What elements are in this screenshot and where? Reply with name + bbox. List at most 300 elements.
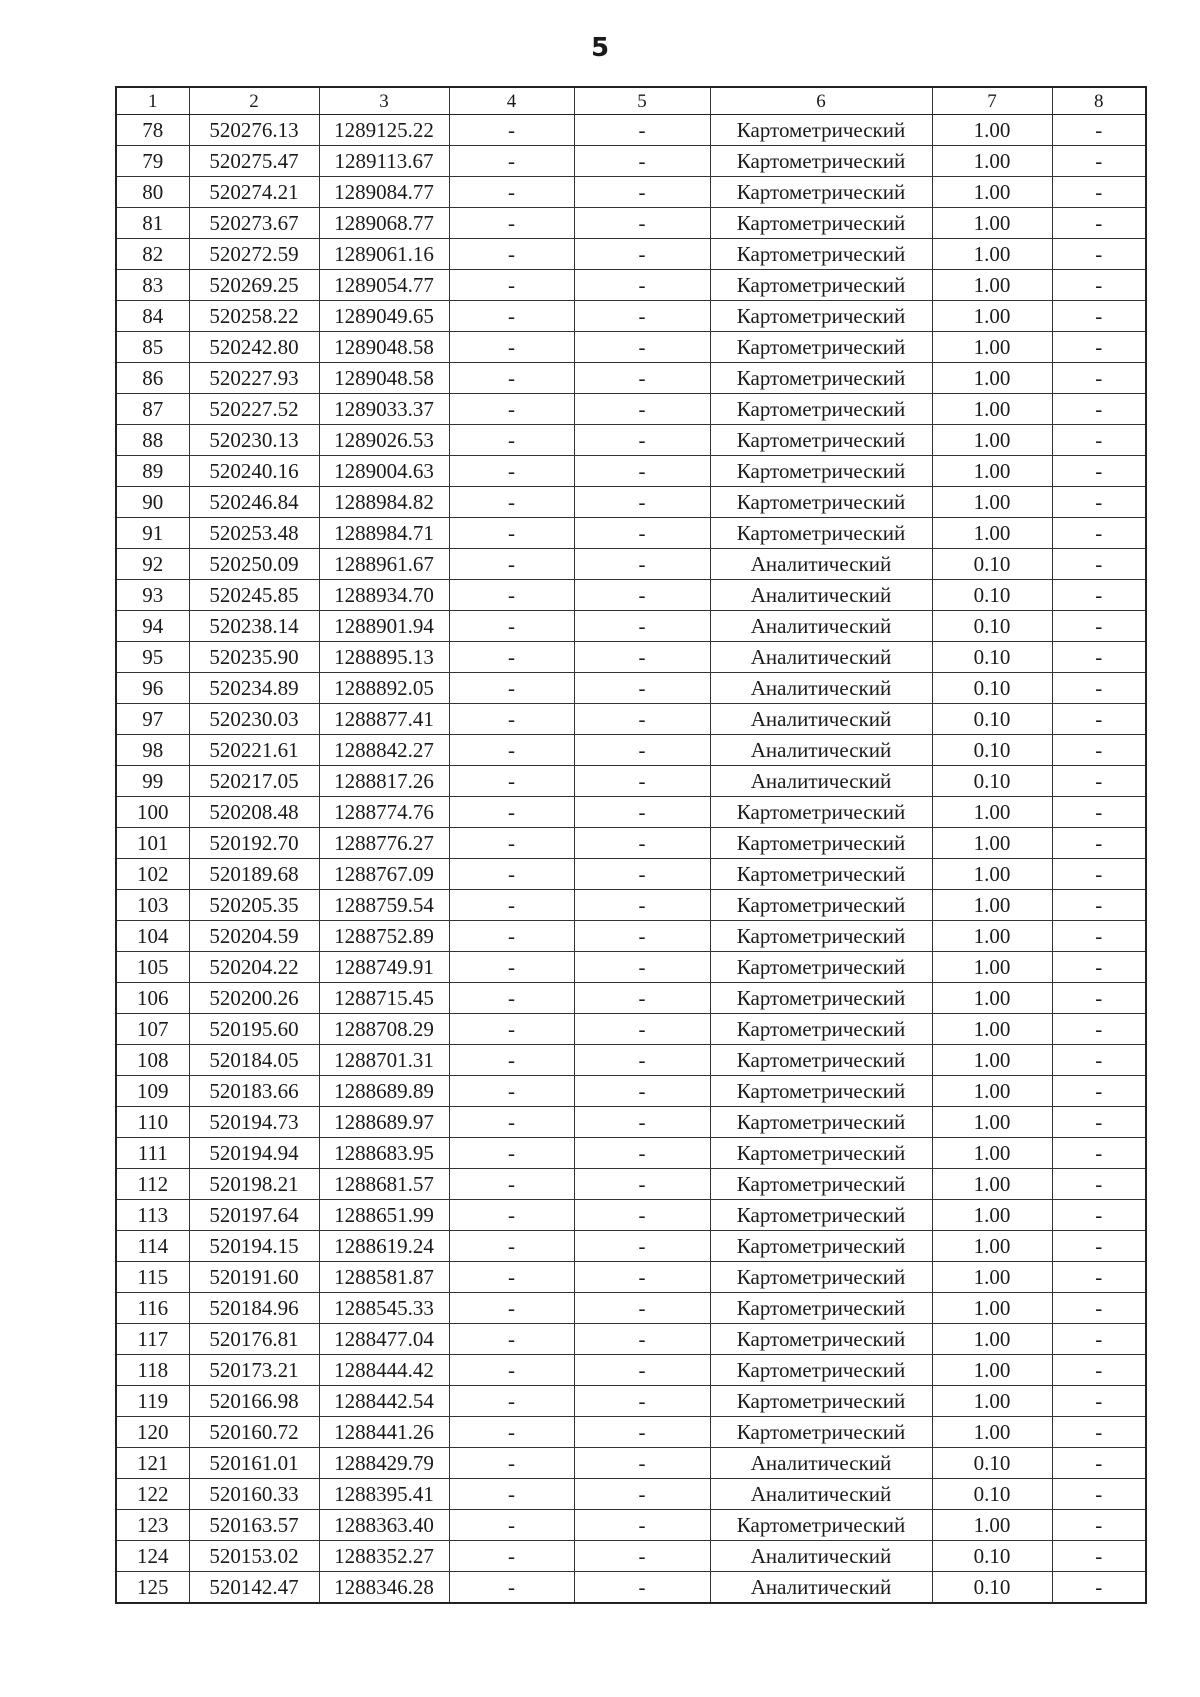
y-coordinate-cell: 1288683.95 — [319, 1138, 449, 1169]
y-coordinate-cell: 1288619.24 — [319, 1231, 449, 1262]
method-cell: Картометрический — [710, 425, 932, 456]
column-header-8: 8 — [1052, 87, 1146, 115]
column-5-cell: - — [574, 301, 710, 332]
point-number-cell: 120 — [116, 1417, 189, 1448]
point-number-cell: 101 — [116, 828, 189, 859]
column-8-cell: - — [1052, 456, 1146, 487]
column-5-cell: - — [574, 1045, 710, 1076]
column-4-cell: - — [449, 270, 574, 301]
table-row — [116, 146, 1146, 177]
accuracy-cell: 0.10 — [932, 611, 1052, 642]
accuracy-cell: 1.00 — [932, 363, 1052, 394]
method-cell: Картометрический — [710, 1200, 932, 1231]
method-cell: Аналитический — [710, 1479, 932, 1510]
column-header-7: 7 — [932, 87, 1052, 115]
table-row — [116, 487, 1146, 518]
point-number-cell: 113 — [116, 1200, 189, 1231]
table-row — [116, 642, 1146, 673]
x-coordinate-cell: 520204.22 — [189, 952, 319, 983]
point-number-cell: 85 — [116, 332, 189, 363]
y-coordinate-cell: 1289048.58 — [319, 363, 449, 394]
column-4-cell: - — [449, 673, 574, 704]
column-4-cell: - — [449, 518, 574, 549]
column-8-cell: - — [1052, 766, 1146, 797]
point-number-cell: 125 — [116, 1572, 189, 1604]
table-row — [116, 394, 1146, 425]
accuracy-cell: 1.00 — [932, 1417, 1052, 1448]
y-coordinate-cell: 1288681.57 — [319, 1169, 449, 1200]
x-coordinate-cell: 520191.60 — [189, 1262, 319, 1293]
column-header-1: 1 — [116, 87, 189, 115]
x-coordinate-cell: 520269.25 — [189, 270, 319, 301]
accuracy-cell: 1.00 — [932, 487, 1052, 518]
table-body — [116, 115, 1146, 1604]
column-5-cell: - — [574, 1014, 710, 1045]
y-coordinate-cell: 1288545.33 — [319, 1293, 449, 1324]
y-coordinate-cell: 1288708.29 — [319, 1014, 449, 1045]
x-coordinate-cell: 520166.98 — [189, 1386, 319, 1417]
y-coordinate-cell: 1289049.65 — [319, 301, 449, 332]
y-coordinate-cell: 1288752.89 — [319, 921, 449, 952]
x-coordinate-cell: 520242.80 — [189, 332, 319, 363]
table-row — [116, 1572, 1146, 1604]
method-cell: Картометрический — [710, 456, 932, 487]
x-coordinate-cell: 520161.01 — [189, 1448, 319, 1479]
column-4-cell: - — [449, 766, 574, 797]
point-number-cell: 81 — [116, 208, 189, 239]
accuracy-cell: 0.10 — [932, 673, 1052, 704]
column-5-cell: - — [574, 1417, 710, 1448]
method-cell: Аналитический — [710, 1448, 932, 1479]
x-coordinate-cell: 520189.68 — [189, 859, 319, 890]
point-number-cell: 103 — [116, 890, 189, 921]
method-cell: Картометрический — [710, 890, 932, 921]
table-row — [116, 766, 1146, 797]
accuracy-cell: 1.00 — [932, 1510, 1052, 1541]
point-number-cell: 121 — [116, 1448, 189, 1479]
y-coordinate-cell: 1288352.27 — [319, 1541, 449, 1572]
method-cell: Картометрический — [710, 1386, 932, 1417]
method-cell: Картометрический — [710, 1014, 932, 1045]
method-cell: Картометрический — [710, 1231, 932, 1262]
table-row — [116, 797, 1146, 828]
point-number-cell: 82 — [116, 239, 189, 270]
column-4-cell: - — [449, 1107, 574, 1138]
table-row — [116, 1076, 1146, 1107]
x-coordinate-cell: 520253.48 — [189, 518, 319, 549]
x-coordinate-cell: 520195.60 — [189, 1014, 319, 1045]
point-number-cell: 123 — [116, 1510, 189, 1541]
accuracy-cell: 1.00 — [932, 797, 1052, 828]
accuracy-cell: 1.00 — [932, 1231, 1052, 1262]
accuracy-cell: 1.00 — [932, 332, 1052, 363]
column-4-cell: - — [449, 797, 574, 828]
column-5-cell: - — [574, 456, 710, 487]
point-number-cell: 92 — [116, 549, 189, 580]
point-number-cell: 96 — [116, 673, 189, 704]
column-8-cell: - — [1052, 1355, 1146, 1386]
column-4-cell: - — [449, 952, 574, 983]
x-coordinate-cell: 520246.84 — [189, 487, 319, 518]
column-8-cell: - — [1052, 1231, 1146, 1262]
y-coordinate-cell: 1288892.05 — [319, 673, 449, 704]
x-coordinate-cell: 520198.21 — [189, 1169, 319, 1200]
accuracy-cell: 1.00 — [932, 890, 1052, 921]
x-coordinate-cell: 520194.94 — [189, 1138, 319, 1169]
column-4-cell: - — [449, 1045, 574, 1076]
point-number-cell: 115 — [116, 1262, 189, 1293]
column-5-cell: - — [574, 921, 710, 952]
y-coordinate-cell: 1289084.77 — [319, 177, 449, 208]
y-coordinate-cell: 1288961.67 — [319, 549, 449, 580]
column-4-cell: - — [449, 1200, 574, 1231]
point-number-cell: 89 — [116, 456, 189, 487]
y-coordinate-cell: 1288984.71 — [319, 518, 449, 549]
column-header-2: 2 — [189, 87, 319, 115]
y-coordinate-cell: 1289125.22 — [319, 115, 449, 146]
column-5-cell: - — [574, 828, 710, 859]
column-5-cell: - — [574, 549, 710, 580]
point-number-cell: 109 — [116, 1076, 189, 1107]
table-row — [116, 1107, 1146, 1138]
point-number-cell: 102 — [116, 859, 189, 890]
accuracy-cell: 0.10 — [932, 704, 1052, 735]
column-8-cell: - — [1052, 115, 1146, 146]
column-4-cell: - — [449, 1417, 574, 1448]
column-5-cell: - — [574, 1169, 710, 1200]
method-cell: Картометрический — [710, 1324, 932, 1355]
column-8-cell: - — [1052, 735, 1146, 766]
column-5-cell: - — [574, 177, 710, 208]
x-coordinate-cell: 520163.57 — [189, 1510, 319, 1541]
column-5-cell: - — [574, 1355, 710, 1386]
column-5-cell: - — [574, 673, 710, 704]
table-row — [116, 549, 1146, 580]
point-number-cell: 114 — [116, 1231, 189, 1262]
table-row — [116, 1355, 1146, 1386]
method-cell: Картометрический — [710, 1107, 932, 1138]
x-coordinate-cell: 520227.52 — [189, 394, 319, 425]
column-4-cell: - — [449, 425, 574, 456]
point-number-cell: 118 — [116, 1355, 189, 1386]
column-4-cell: - — [449, 332, 574, 363]
table-row — [116, 1386, 1146, 1417]
accuracy-cell: 1.00 — [932, 1324, 1052, 1355]
column-8-cell: - — [1052, 1200, 1146, 1231]
column-4-cell: - — [449, 580, 574, 611]
column-5-cell: - — [574, 1200, 710, 1231]
column-4-cell: - — [449, 983, 574, 1014]
x-coordinate-cell: 520240.16 — [189, 456, 319, 487]
point-number-cell: 97 — [116, 704, 189, 735]
x-coordinate-cell: 520235.90 — [189, 642, 319, 673]
column-4-cell: - — [449, 1169, 574, 1200]
point-number-cell: 94 — [116, 611, 189, 642]
column-4-cell: - — [449, 1231, 574, 1262]
column-4-cell: - — [449, 115, 574, 146]
column-5-cell: - — [574, 1324, 710, 1355]
column-5-cell: - — [574, 1262, 710, 1293]
column-4-cell: - — [449, 549, 574, 580]
point-number-cell: 117 — [116, 1324, 189, 1355]
table-row — [116, 1045, 1146, 1076]
accuracy-cell: 1.00 — [932, 1293, 1052, 1324]
method-cell: Картометрический — [710, 952, 932, 983]
table-row — [116, 518, 1146, 549]
x-coordinate-cell: 520258.22 — [189, 301, 319, 332]
point-number-cell: 108 — [116, 1045, 189, 1076]
table-row — [116, 735, 1146, 766]
y-coordinate-cell: 1288441.26 — [319, 1417, 449, 1448]
y-coordinate-cell: 1289054.77 — [319, 270, 449, 301]
column-8-cell: - — [1052, 1014, 1146, 1045]
y-coordinate-cell: 1288984.82 — [319, 487, 449, 518]
column-8-cell: - — [1052, 487, 1146, 518]
column-4-cell: - — [449, 1386, 574, 1417]
point-number-cell: 119 — [116, 1386, 189, 1417]
method-cell: Картометрический — [710, 394, 932, 425]
method-cell: Аналитический — [710, 673, 932, 704]
table-row — [116, 611, 1146, 642]
x-coordinate-cell: 520217.05 — [189, 766, 319, 797]
y-coordinate-cell: 1288759.54 — [319, 890, 449, 921]
accuracy-cell: 1.00 — [932, 518, 1052, 549]
column-8-cell: - — [1052, 859, 1146, 890]
method-cell: Картометрический — [710, 1510, 932, 1541]
column-8-cell: - — [1052, 983, 1146, 1014]
column-5-cell: - — [574, 766, 710, 797]
y-coordinate-cell: 1288701.31 — [319, 1045, 449, 1076]
column-8-cell: - — [1052, 797, 1146, 828]
accuracy-cell: 0.10 — [932, 1448, 1052, 1479]
column-5-cell: - — [574, 332, 710, 363]
column-8-cell: - — [1052, 580, 1146, 611]
method-cell: Аналитический — [710, 1572, 932, 1604]
column-8-cell: - — [1052, 394, 1146, 425]
column-8-cell: - — [1052, 270, 1146, 301]
y-coordinate-cell: 1288346.28 — [319, 1572, 449, 1604]
point-number-cell: 87 — [116, 394, 189, 425]
x-coordinate-cell: 520276.13 — [189, 115, 319, 146]
y-coordinate-cell: 1288774.76 — [319, 797, 449, 828]
column-5-cell: - — [574, 1510, 710, 1541]
column-5-cell: - — [574, 363, 710, 394]
column-header-3: 3 — [319, 87, 449, 115]
method-cell: Картометрический — [710, 115, 932, 146]
column-8-cell: - — [1052, 1510, 1146, 1541]
point-number-cell: 110 — [116, 1107, 189, 1138]
column-8-cell: - — [1052, 1107, 1146, 1138]
y-coordinate-cell: 1288817.26 — [319, 766, 449, 797]
accuracy-cell: 1.00 — [932, 921, 1052, 952]
accuracy-cell: 1.00 — [932, 1386, 1052, 1417]
column-8-cell: - — [1052, 1293, 1146, 1324]
method-cell: Аналитический — [710, 1541, 932, 1572]
x-coordinate-cell: 520230.03 — [189, 704, 319, 735]
table-row — [116, 1169, 1146, 1200]
point-number-cell: 100 — [116, 797, 189, 828]
x-coordinate-cell: 520208.48 — [189, 797, 319, 828]
column-4-cell: - — [449, 456, 574, 487]
x-coordinate-cell: 520197.64 — [189, 1200, 319, 1231]
x-coordinate-cell: 520238.14 — [189, 611, 319, 642]
accuracy-cell: 1.00 — [932, 456, 1052, 487]
column-5-cell: - — [574, 487, 710, 518]
point-number-cell: 111 — [116, 1138, 189, 1169]
table-row — [116, 332, 1146, 363]
column-8-cell: - — [1052, 1045, 1146, 1076]
column-8-cell: - — [1052, 146, 1146, 177]
x-coordinate-cell: 520184.05 — [189, 1045, 319, 1076]
point-number-cell: 105 — [116, 952, 189, 983]
accuracy-cell: 1.00 — [932, 1014, 1052, 1045]
method-cell: Картометрический — [710, 332, 932, 363]
table-row — [116, 1231, 1146, 1262]
accuracy-cell: 1.00 — [932, 952, 1052, 983]
table-row — [116, 1014, 1146, 1045]
y-coordinate-cell: 1289113.67 — [319, 146, 449, 177]
x-coordinate-cell: 520272.59 — [189, 239, 319, 270]
table-row — [116, 115, 1146, 146]
point-number-cell: 99 — [116, 766, 189, 797]
method-cell: Аналитический — [710, 704, 932, 735]
method-cell: Картометрический — [710, 208, 932, 239]
table-row — [116, 859, 1146, 890]
accuracy-cell: 1.00 — [932, 270, 1052, 301]
column-5-cell: - — [574, 704, 710, 735]
column-8-cell: - — [1052, 425, 1146, 456]
method-cell: Картометрический — [710, 921, 932, 952]
method-cell: Аналитический — [710, 735, 932, 766]
x-coordinate-cell: 520227.93 — [189, 363, 319, 394]
column-4-cell: - — [449, 735, 574, 766]
coordinates-table — [115, 86, 1147, 1604]
y-coordinate-cell: 1288715.45 — [319, 983, 449, 1014]
column-5-cell: - — [574, 1386, 710, 1417]
column-5-cell: - — [574, 518, 710, 549]
y-coordinate-cell: 1288477.04 — [319, 1324, 449, 1355]
column-4-cell: - — [449, 1448, 574, 1479]
column-5-cell: - — [574, 797, 710, 828]
x-coordinate-cell: 520274.21 — [189, 177, 319, 208]
point-number-cell: 86 — [116, 363, 189, 394]
accuracy-cell: 1.00 — [932, 1045, 1052, 1076]
method-cell: Картометрический — [710, 363, 932, 394]
column-8-cell: - — [1052, 1541, 1146, 1572]
table-row — [116, 177, 1146, 208]
table-row — [116, 425, 1146, 456]
y-coordinate-cell: 1288363.40 — [319, 1510, 449, 1541]
table-row — [116, 1510, 1146, 1541]
column-4-cell: - — [449, 394, 574, 425]
x-coordinate-cell: 520142.47 — [189, 1572, 319, 1604]
accuracy-cell: 1.00 — [932, 1200, 1052, 1231]
y-coordinate-cell: 1288776.27 — [319, 828, 449, 859]
method-cell: Аналитический — [710, 549, 932, 580]
column-4-cell: - — [449, 1076, 574, 1107]
column-8-cell: - — [1052, 1138, 1146, 1169]
method-cell: Картометрический — [710, 518, 932, 549]
column-8-cell: - — [1052, 332, 1146, 363]
column-4-cell: - — [449, 1293, 574, 1324]
y-coordinate-cell: 1288581.87 — [319, 1262, 449, 1293]
column-5-cell: - — [574, 952, 710, 983]
column-8-cell: - — [1052, 549, 1146, 580]
y-coordinate-cell: 1288395.41 — [319, 1479, 449, 1510]
column-4-cell: - — [449, 1324, 574, 1355]
column-8-cell: - — [1052, 1479, 1146, 1510]
x-coordinate-cell: 520221.61 — [189, 735, 319, 766]
table-row — [116, 239, 1146, 270]
method-cell: Картометрический — [710, 1076, 932, 1107]
point-number-cell: 91 — [116, 518, 189, 549]
column-4-cell: - — [449, 146, 574, 177]
x-coordinate-cell: 520192.70 — [189, 828, 319, 859]
point-number-cell: 88 — [116, 425, 189, 456]
accuracy-cell: 1.00 — [932, 146, 1052, 177]
column-5-cell: - — [574, 1107, 710, 1138]
y-coordinate-cell: 1288651.99 — [319, 1200, 449, 1231]
accuracy-cell: 1.00 — [932, 301, 1052, 332]
accuracy-cell: 1.00 — [932, 983, 1052, 1014]
method-cell: Картометрический — [710, 270, 932, 301]
point-number-cell: 124 — [116, 1541, 189, 1572]
column-8-cell: - — [1052, 363, 1146, 394]
column-4-cell: - — [449, 177, 574, 208]
y-coordinate-cell: 1288877.41 — [319, 704, 449, 735]
method-cell: Аналитический — [710, 580, 932, 611]
column-4-cell: - — [449, 828, 574, 859]
header-row — [116, 87, 1146, 115]
method-cell: Картометрический — [710, 146, 932, 177]
x-coordinate-cell: 520200.26 — [189, 983, 319, 1014]
column-5-cell: - — [574, 1448, 710, 1479]
point-number-cell: 107 — [116, 1014, 189, 1045]
y-coordinate-cell: 1289048.58 — [319, 332, 449, 363]
column-8-cell: - — [1052, 208, 1146, 239]
table-row — [116, 952, 1146, 983]
method-cell: Картометрический — [710, 983, 932, 1014]
column-5-cell: - — [574, 146, 710, 177]
y-coordinate-cell: 1288442.54 — [319, 1386, 449, 1417]
x-coordinate-cell: 520194.15 — [189, 1231, 319, 1262]
table-row — [116, 921, 1146, 952]
point-number-cell: 112 — [116, 1169, 189, 1200]
column-8-cell: - — [1052, 611, 1146, 642]
accuracy-cell: 1.00 — [932, 1076, 1052, 1107]
y-coordinate-cell: 1288934.70 — [319, 580, 449, 611]
accuracy-cell: 0.10 — [932, 1541, 1052, 1572]
table-row — [116, 1200, 1146, 1231]
table-row — [116, 1417, 1146, 1448]
table-row — [116, 1324, 1146, 1355]
table-row — [116, 1479, 1146, 1510]
column-8-cell: - — [1052, 704, 1146, 735]
column-5-cell: - — [574, 1138, 710, 1169]
method-cell: Картометрический — [710, 1417, 932, 1448]
accuracy-cell: 1.00 — [932, 1262, 1052, 1293]
column-5-cell: - — [574, 1541, 710, 1572]
method-cell: Картометрический — [710, 1138, 932, 1169]
column-8-cell: - — [1052, 239, 1146, 270]
column-4-cell: - — [449, 642, 574, 673]
method-cell: Картометрический — [710, 828, 932, 859]
y-coordinate-cell: 1289033.37 — [319, 394, 449, 425]
x-coordinate-cell: 520173.21 — [189, 1355, 319, 1386]
column-4-cell: - — [449, 1541, 574, 1572]
point-number-cell: 80 — [116, 177, 189, 208]
accuracy-cell: 0.10 — [932, 580, 1052, 611]
